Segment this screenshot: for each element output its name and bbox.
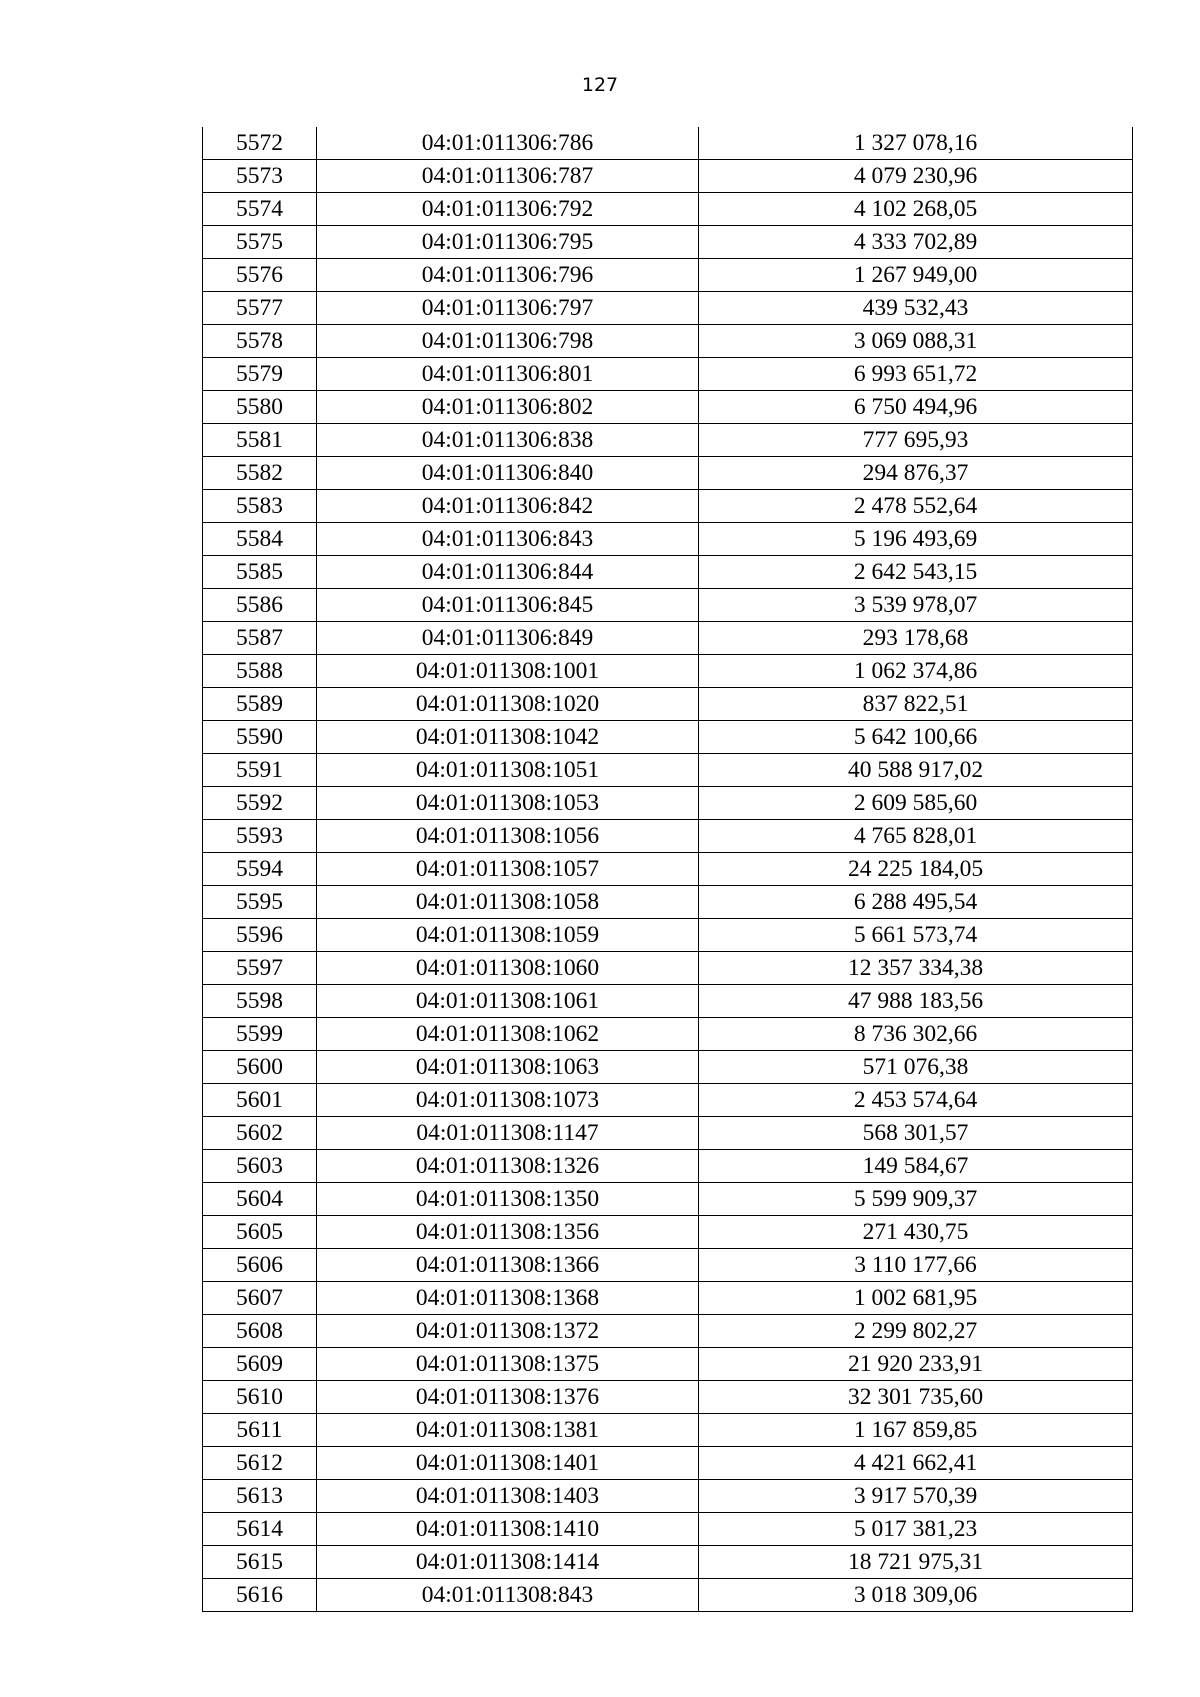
table-row [203, 160, 1133, 193]
table-row [203, 688, 1133, 721]
cadastral-value-cell: 3 539 978,07 [699, 589, 1133, 622]
cadastral-value-cell: 47 988 183,56 [699, 985, 1133, 1018]
row-number-cell: 5596 [203, 919, 317, 952]
cadastral-value-cell: 24 225 184,05 [699, 853, 1133, 886]
cadastral-value-cell: 2 642 543,15 [699, 556, 1133, 589]
cadastral-value-cell: 5 017 381,23 [699, 1513, 1133, 1546]
cadastral-number-cell: 04:01:011306:796 [317, 259, 699, 292]
row-number-cell: 5616 [203, 1579, 317, 1612]
row-number-cell: 5592 [203, 787, 317, 820]
cadastral-number-cell: 04:01:011308:1061 [317, 985, 699, 1018]
row-number-cell: 5607 [203, 1282, 317, 1315]
cadastral-value-cell: 2 299 802,27 [699, 1315, 1133, 1348]
cadastral-value-cell: 3 917 570,39 [699, 1480, 1133, 1513]
cadastral-value-cell: 5 196 493,69 [699, 523, 1133, 556]
row-number-cell: 5588 [203, 655, 317, 688]
cadastral-number-cell: 04:01:011306:840 [317, 457, 699, 490]
cadastral-value-cell: 5 661 573,74 [699, 919, 1133, 952]
cadastral-value-cell: 4 102 268,05 [699, 193, 1133, 226]
table-row [203, 1414, 1133, 1447]
cadastral-value-cell: 777 695,93 [699, 424, 1133, 457]
table-row [203, 1249, 1133, 1282]
row-number-cell: 5595 [203, 886, 317, 919]
cadastral-value-cell: 5 599 909,37 [699, 1183, 1133, 1216]
table-row [203, 1216, 1133, 1249]
table-row [203, 985, 1133, 1018]
cadastral-number-cell: 04:01:011308:1326 [317, 1150, 699, 1183]
row-number-cell: 5609 [203, 1348, 317, 1381]
cadastral-value-cell: 4 421 662,41 [699, 1447, 1133, 1480]
cadastral-value-cell: 294 876,37 [699, 457, 1133, 490]
cadastral-value-cell: 4 079 230,96 [699, 160, 1133, 193]
table-row [203, 1150, 1133, 1183]
table-row [203, 754, 1133, 787]
cadastral-number-cell: 04:01:011308:1350 [317, 1183, 699, 1216]
cadastral-number-cell: 04:01:011308:1051 [317, 754, 699, 787]
table-row [203, 1381, 1133, 1414]
cadastral-value-cell: 293 178,68 [699, 622, 1133, 655]
table-row [203, 556, 1133, 589]
cadastral-number-cell: 04:01:011308:1053 [317, 787, 699, 820]
cadastral-value-cell: 1 327 078,16 [699, 127, 1133, 160]
cadastral-number-cell: 04:01:011306:798 [317, 325, 699, 358]
cadastral-number-cell: 04:01:011308:1403 [317, 1480, 699, 1513]
cadastral-value-cell: 6 993 651,72 [699, 358, 1133, 391]
row-number-cell: 5594 [203, 853, 317, 886]
cadastral-value-cell: 18 721 975,31 [699, 1546, 1133, 1579]
table-row [203, 919, 1133, 952]
table-row [203, 1183, 1133, 1216]
cadastral-number-cell: 04:01:011306:842 [317, 490, 699, 523]
cadastral-value-cell: 271 430,75 [699, 1216, 1133, 1249]
row-number-cell: 5605 [203, 1216, 317, 1249]
table-row [203, 1513, 1133, 1546]
table-row [203, 853, 1133, 886]
cadastral-value-cell: 571 076,38 [699, 1051, 1133, 1084]
table-row [203, 358, 1133, 391]
table-row [203, 721, 1133, 754]
row-number-cell: 5603 [203, 1150, 317, 1183]
row-number-cell: 5579 [203, 358, 317, 391]
row-number-cell: 5602 [203, 1117, 317, 1150]
cadastral-value-cell: 2 478 552,64 [699, 490, 1133, 523]
cadastral-value-cell: 4 333 702,89 [699, 226, 1133, 259]
table-body [203, 127, 1133, 1612]
cadastral-value-cell: 12 357 334,38 [699, 952, 1133, 985]
row-number-cell: 5590 [203, 721, 317, 754]
cadastral-value-cell: 149 584,67 [699, 1150, 1133, 1183]
table-row [203, 226, 1133, 259]
cadastral-number-cell: 04:01:011308:1062 [317, 1018, 699, 1051]
cadastral-value-cell: 837 822,51 [699, 688, 1133, 721]
table-row [203, 820, 1133, 853]
table-row [203, 292, 1133, 325]
cadastral-number-cell: 04:01:011308:1042 [317, 721, 699, 754]
cadastral-value-cell: 21 920 233,91 [699, 1348, 1133, 1381]
cadastral-number-cell: 04:01:011308:843 [317, 1579, 699, 1612]
cadastral-value-cell: 6 288 495,54 [699, 886, 1133, 919]
table-row [203, 1315, 1133, 1348]
row-number-cell: 5576 [203, 259, 317, 292]
cadastral-number-cell: 04:01:011308:1073 [317, 1084, 699, 1117]
cadastral-number-cell: 04:01:011308:1366 [317, 1249, 699, 1282]
cadastral-number-cell: 04:01:011308:1375 [317, 1348, 699, 1381]
cadastral-number-cell: 04:01:011308:1060 [317, 952, 699, 985]
cadastral-number-cell: 04:01:011308:1063 [317, 1051, 699, 1084]
row-number-cell: 5600 [203, 1051, 317, 1084]
table-row [203, 490, 1133, 523]
cadastral-number-cell: 04:01:011308:1056 [317, 820, 699, 853]
table-row [203, 1447, 1133, 1480]
cadastral-value-cell: 1 062 374,86 [699, 655, 1133, 688]
table-row [203, 952, 1133, 985]
row-number-cell: 5598 [203, 985, 317, 1018]
cadastral-number-cell: 04:01:011306:797 [317, 292, 699, 325]
table-row [203, 523, 1133, 556]
cadastral-number-cell: 04:01:011308:1058 [317, 886, 699, 919]
cadastral-number-cell: 04:01:011308:1057 [317, 853, 699, 886]
cadastral-value-cell: 1 267 949,00 [699, 259, 1133, 292]
row-number-cell: 5604 [203, 1183, 317, 1216]
row-number-cell: 5585 [203, 556, 317, 589]
cadastral-number-cell: 04:01:011306:843 [317, 523, 699, 556]
cadastral-number-cell: 04:01:011308:1414 [317, 1546, 699, 1579]
cadastral-value-cell: 3 018 309,06 [699, 1579, 1133, 1612]
cadastral-number-cell: 04:01:011306:838 [317, 424, 699, 457]
table-row [203, 391, 1133, 424]
row-number-cell: 5593 [203, 820, 317, 853]
cadastral-value-cell: 2 609 585,60 [699, 787, 1133, 820]
page-number: 127 [581, 74, 619, 96]
table-row [203, 1084, 1133, 1117]
row-number-cell: 5611 [203, 1414, 317, 1447]
cadastral-number-cell: 04:01:011306:802 [317, 391, 699, 424]
cadastral-value-cell: 8 736 302,66 [699, 1018, 1133, 1051]
table-row [203, 1282, 1133, 1315]
cadastral-number-cell: 04:01:011306:849 [317, 622, 699, 655]
row-number-cell: 5581 [203, 424, 317, 457]
row-number-cell: 5614 [203, 1513, 317, 1546]
table-row [203, 457, 1133, 490]
row-number-cell: 5573 [203, 160, 317, 193]
row-number-cell: 5591 [203, 754, 317, 787]
row-number-cell: 5584 [203, 523, 317, 556]
table-row [203, 886, 1133, 919]
table-row [203, 1018, 1133, 1051]
table-row [203, 424, 1133, 457]
row-number-cell: 5597 [203, 952, 317, 985]
cadastral-value-cell: 4 765 828,01 [699, 820, 1133, 853]
table-row [203, 1348, 1133, 1381]
cadastral-value-cell: 3 110 177,66 [699, 1249, 1133, 1282]
cadastral-value-cell: 568 301,57 [699, 1117, 1133, 1150]
table-row [203, 655, 1133, 688]
cadastral-number-cell: 04:01:011306:845 [317, 589, 699, 622]
row-number-cell: 5580 [203, 391, 317, 424]
table-row [203, 622, 1133, 655]
row-number-cell: 5610 [203, 1381, 317, 1414]
cadastral-number-cell: 04:01:011306:801 [317, 358, 699, 391]
row-number-cell: 5606 [203, 1249, 317, 1282]
cadastral-value-cell: 1 002 681,95 [699, 1282, 1133, 1315]
table-row [203, 127, 1133, 160]
cadastral-value-cell: 32 301 735,60 [699, 1381, 1133, 1414]
cadastral-number-cell: 04:01:011308:1381 [317, 1414, 699, 1447]
table-row [203, 589, 1133, 622]
cadastral-number-cell: 04:01:011308:1020 [317, 688, 699, 721]
cadastral-number-cell: 04:01:011306:795 [317, 226, 699, 259]
row-number-cell: 5601 [203, 1084, 317, 1117]
row-number-cell: 5612 [203, 1447, 317, 1480]
cadastral-value-cell: 5 642 100,66 [699, 721, 1133, 754]
table-row [203, 1579, 1133, 1612]
cadastral-number-cell: 04:01:011308:1372 [317, 1315, 699, 1348]
table-row [203, 325, 1133, 358]
cadastral-number-cell: 04:01:011308:1147 [317, 1117, 699, 1150]
table-row [203, 1117, 1133, 1150]
cadastral-value-cell: 1 167 859,85 [699, 1414, 1133, 1447]
table-row [203, 1051, 1133, 1084]
cadastral-value-cell: 439 532,43 [699, 292, 1133, 325]
row-number-cell: 5578 [203, 325, 317, 358]
row-number-cell: 5587 [203, 622, 317, 655]
cadastral-number-cell: 04:01:011308:1368 [317, 1282, 699, 1315]
cadastral-number-cell: 04:01:011306:792 [317, 193, 699, 226]
row-number-cell: 5608 [203, 1315, 317, 1348]
table-row [203, 193, 1133, 226]
table-row [203, 1480, 1133, 1513]
cadastral-value-cell: 3 069 088,31 [699, 325, 1133, 358]
cadastral-number-cell: 04:01:011308:1376 [317, 1381, 699, 1414]
cadastral-number-cell: 04:01:011308:1401 [317, 1447, 699, 1480]
table-row [203, 259, 1133, 292]
row-number-cell: 5577 [203, 292, 317, 325]
cadastral-number-cell: 04:01:011308:1059 [317, 919, 699, 952]
row-number-cell: 5589 [203, 688, 317, 721]
row-number-cell: 5575 [203, 226, 317, 259]
row-number-cell: 5582 [203, 457, 317, 490]
cadastral-number-cell: 04:01:011308:1356 [317, 1216, 699, 1249]
cadastral-number-cell: 04:01:011308:1410 [317, 1513, 699, 1546]
row-number-cell: 5599 [203, 1018, 317, 1051]
row-number-cell: 5586 [203, 589, 317, 622]
row-number-cell: 5574 [203, 193, 317, 226]
row-number-cell: 5583 [203, 490, 317, 523]
row-number-cell: 5572 [203, 127, 317, 160]
cadastral-value-table [202, 127, 1133, 1612]
cadastral-number-cell: 04:01:011306:844 [317, 556, 699, 589]
cadastral-number-cell: 04:01:011306:787 [317, 160, 699, 193]
row-number-cell: 5615 [203, 1546, 317, 1579]
row-number-cell: 5613 [203, 1480, 317, 1513]
cadastral-number-cell: 04:01:011306:786 [317, 127, 699, 160]
cadastral-value-cell: 40 588 917,02 [699, 754, 1133, 787]
cadastral-number-cell: 04:01:011308:1001 [317, 655, 699, 688]
table-row [203, 1546, 1133, 1579]
table-row [203, 787, 1133, 820]
cadastral-value-cell: 6 750 494,96 [699, 391, 1133, 424]
cadastral-value-cell: 2 453 574,64 [699, 1084, 1133, 1117]
